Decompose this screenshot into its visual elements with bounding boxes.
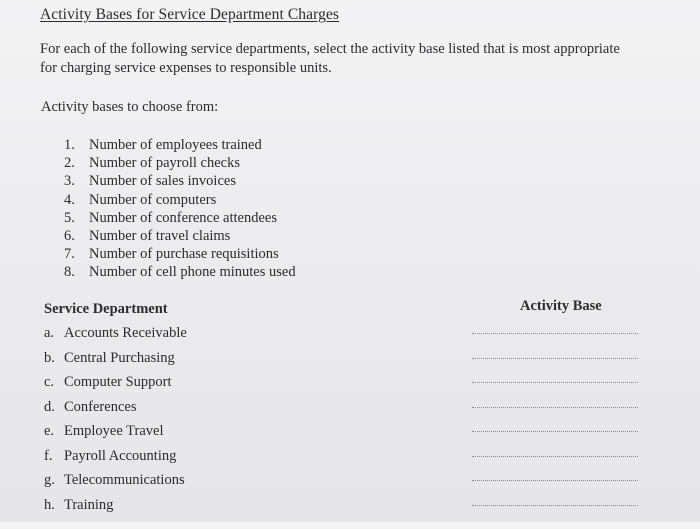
answer-blank-computer-support[interactable] xyxy=(472,382,638,407)
activity-base-number: 6. xyxy=(64,227,89,245)
department-letter: h. xyxy=(44,494,64,519)
activity-base-answer-list xyxy=(472,333,638,529)
activity-base-number: 8. xyxy=(64,263,89,281)
answer-blank-payroll-accounting[interactable] xyxy=(472,456,638,481)
department-letter: d. xyxy=(44,396,64,421)
activity-base-number: 1. xyxy=(64,136,89,154)
activity-base-number: 5. xyxy=(64,209,89,227)
department-row xyxy=(44,347,187,372)
activity-base-number: 3. xyxy=(64,172,89,190)
department-letter: g. xyxy=(44,469,64,494)
activity-base-text: Number of computers xyxy=(89,191,216,209)
answer-blank-central-purchasing[interactable] xyxy=(472,358,638,383)
department-letter: c. xyxy=(44,371,64,396)
activity-base-item xyxy=(64,172,296,190)
activity-base-item xyxy=(64,263,296,281)
activity-base-number: 2. xyxy=(64,154,89,172)
department-name: Payroll Accounting xyxy=(64,445,176,470)
activity-base-item xyxy=(64,191,296,209)
service-department-list xyxy=(44,322,187,518)
activity-base-text: Number of conference attendees xyxy=(89,209,277,227)
department-letter: e. xyxy=(44,420,64,445)
activity-base-item xyxy=(64,227,296,245)
activity-base-number: 7. xyxy=(64,245,89,263)
department-name: Conferences xyxy=(64,396,136,421)
activity-base-number: 4. xyxy=(64,191,89,209)
department-row xyxy=(44,322,187,347)
page-title: Activity Bases for Service Department Charges xyxy=(40,6,339,24)
activity-base-item xyxy=(64,209,296,227)
activity-base-header: Activity Base xyxy=(520,298,602,315)
department-name: Training xyxy=(64,494,113,519)
department-row xyxy=(44,371,187,396)
activity-base-text: Number of sales invoices xyxy=(89,172,236,190)
department-name: Telecommunications xyxy=(64,469,185,494)
department-row xyxy=(44,494,187,519)
activity-base-item xyxy=(64,154,296,172)
department-name: Central Purchasing xyxy=(64,347,175,372)
activity-base-text: Number of purchase requisitions xyxy=(89,245,279,263)
answer-blank-accounts-receivable[interactable] xyxy=(472,333,638,358)
activity-base-text: Number of payroll checks xyxy=(89,154,240,172)
activity-base-item xyxy=(64,136,296,154)
activity-base-text: Number of employees trained xyxy=(89,136,262,154)
department-row xyxy=(44,445,187,470)
department-name: Employee Travel xyxy=(64,420,163,445)
department-letter: b. xyxy=(44,347,64,372)
activity-base-text: Number of travel claims xyxy=(89,227,230,245)
department-letter: f. xyxy=(44,445,64,470)
department-row xyxy=(44,469,187,494)
answer-blank-training[interactable] xyxy=(472,505,638,529)
department-name: Computer Support xyxy=(64,371,172,396)
service-department-header: Service Department xyxy=(44,301,168,318)
activity-bases-list xyxy=(64,136,296,282)
activity-base-item xyxy=(64,245,296,263)
activity-base-text: Number of cell phone minutes used xyxy=(89,263,296,281)
answer-blank-employee-travel[interactable] xyxy=(472,431,638,456)
activity-bases-heading: Activity bases to choose from: xyxy=(41,99,218,116)
department-name: Accounts Receivable xyxy=(64,322,187,347)
answer-blank-telecommunications[interactable] xyxy=(472,480,638,505)
department-letter: a. xyxy=(44,322,64,347)
department-row xyxy=(44,420,187,445)
answer-blank-conferences[interactable] xyxy=(472,407,638,432)
instructions-text: For each of the following service departments, select the activity base listed that is most appropriate for charging service expenses to responsible units. xyxy=(40,40,640,78)
department-row xyxy=(44,396,187,421)
